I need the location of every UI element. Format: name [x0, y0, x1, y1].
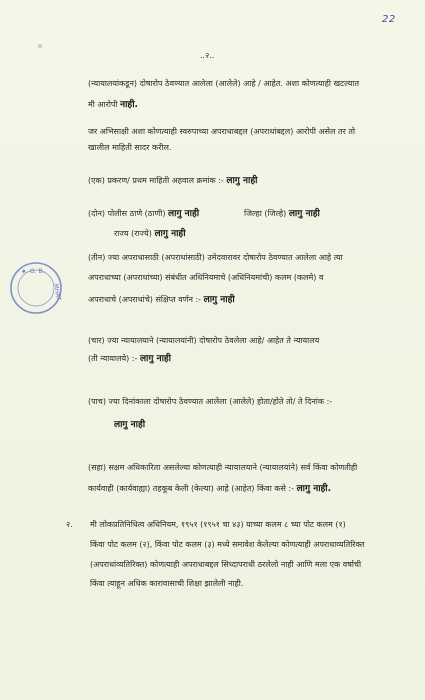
item-saha-value: लागु नाही. — [296, 484, 332, 494]
item-char-line-2 — [88, 353, 171, 365]
item-don-value1: लागु नाही — [168, 209, 200, 219]
item-ek-text: (एक) प्रकरण/ प्रथम माहिती अहवाल क्रमांक :- — [88, 176, 224, 185]
item-teen-text: अपराधाचे (अपराधांचे) संक्षिप्त वर्णन :- — [88, 295, 202, 304]
section-2-line-2: किंवा पोट कलम (२), किंवा पोट कलम (३) मध्ये समावेश केलेल्या कोणत्याही अपराधाव्यतिरिक्त — [90, 540, 365, 549]
item-don-value3: लागु नाही — [154, 229, 186, 239]
item-don-text1: (दोन) पोलीस ठाणे (ठाणी) — [88, 209, 166, 218]
intro-line-2 — [88, 99, 138, 111]
stamp-side-text: MHAT — [52, 283, 62, 302]
item-char-line-1: (चार) ज्या न्यायालयाने (न्यायालयांनी) दोषारोप ठेवलेला आहे/ आहेत ते न्यायालय — [88, 336, 320, 345]
item-teen-line-1: (तीन) ज्या अपराधासाठी (अपराधांसाठी) उमेदवारावर दोषारोप ठेवण्यात आलेला आहे त्या — [88, 253, 343, 262]
item-don-text2: जिल्हा (जिल्हे) — [244, 209, 287, 218]
item-teen-line-2: अपराधाच्या (अपराधांच्या) संबंधीत अधिनियमाचे (अधिनियमांची) कलम (कलमे) व — [88, 273, 324, 282]
item-teen-value: लागु नाही — [203, 295, 235, 305]
intro-line-1: (न्यायालयांकडून) दोषारोप ठेवण्यात आलेला (आलेले) आहे / आहेत. अशा कोणत्याही खटल्यात — [88, 79, 360, 88]
corner-page-number: 22 — [382, 14, 396, 25]
item-ek — [88, 175, 257, 187]
svg-text:★: ★ — [20, 267, 28, 276]
section-2-line-1: मी लोकप्रतिनिधित्व अधिनियम, १९५१ (१९५१ चा ४३) याच्या कलम ८ च्या पोट कलम (१) — [90, 520, 346, 529]
item-char-text: (ती न्यायालये) :- — [88, 354, 138, 363]
intro-line-3: जर अभिसाक्षी अशा कोणत्याही स्वरुपाच्या अपराधाबद्दल (अपराधांबद्दल) आरोपी असेल तर तो — [88, 127, 356, 136]
item-pach-value: लागु नाही — [114, 420, 146, 430]
item-saha-text: कार्यवाही (कार्यवाह्या) तहकूब केली (केल्या) आहे (आहेत) किंवा कसे :- — [88, 484, 295, 493]
section-2-line-3: (अपराधांव्यतिरिक्त) कोणत्याही अपराधाबद्दल सिध्दापराधी ठरलेलो नाही आणि मला एक वर्षाची — [90, 560, 362, 569]
item-teen-line-3 — [88, 294, 235, 306]
item-don-text3: राज्य (राज्ये) — [114, 229, 152, 238]
header-page-number: ..२.. — [200, 51, 215, 60]
item-don-police — [88, 208, 199, 220]
item-ek-value: लागु नाही — [226, 176, 258, 186]
stamp-seal-graphic — [8, 260, 64, 316]
item-don-value2: लागु नाही — [288, 209, 320, 219]
official-stamp — [8, 260, 64, 316]
stamp-top-text: G. B. — [30, 268, 45, 275]
hole-punch-mark — [38, 44, 42, 48]
item-saha-line-2 — [88, 483, 331, 495]
section-2-number: २. — [66, 520, 73, 529]
item-pach-line-1: (पाच) ज्या दिनांकाला दोषारोप ठेवण्यात आलेला (आलेले) होता/होते तो/ ते दिनांक :- — [88, 397, 333, 406]
item-don-district — [244, 208, 320, 220]
section-2-line-4: किंवा त्याहून अधिक कारावासाची शिक्षा झालेली नाही. — [90, 579, 244, 588]
item-char-value: लागु नाही — [139, 354, 172, 364]
item-don-state — [114, 228, 186, 240]
intro-line-4: खालील माहिती सादर करील. — [88, 143, 172, 152]
intro-line-2-bold: नाही. — [120, 100, 138, 110]
item-saha-line-1: (सहा) सक्षम अधिकारिता असलेल्या कोणत्याही न्यायालयाने (न्यायालयांने) सर्व किंवा कोणतीही — [88, 463, 358, 472]
intro-line-2-text: मी आरोपी — [88, 100, 118, 109]
